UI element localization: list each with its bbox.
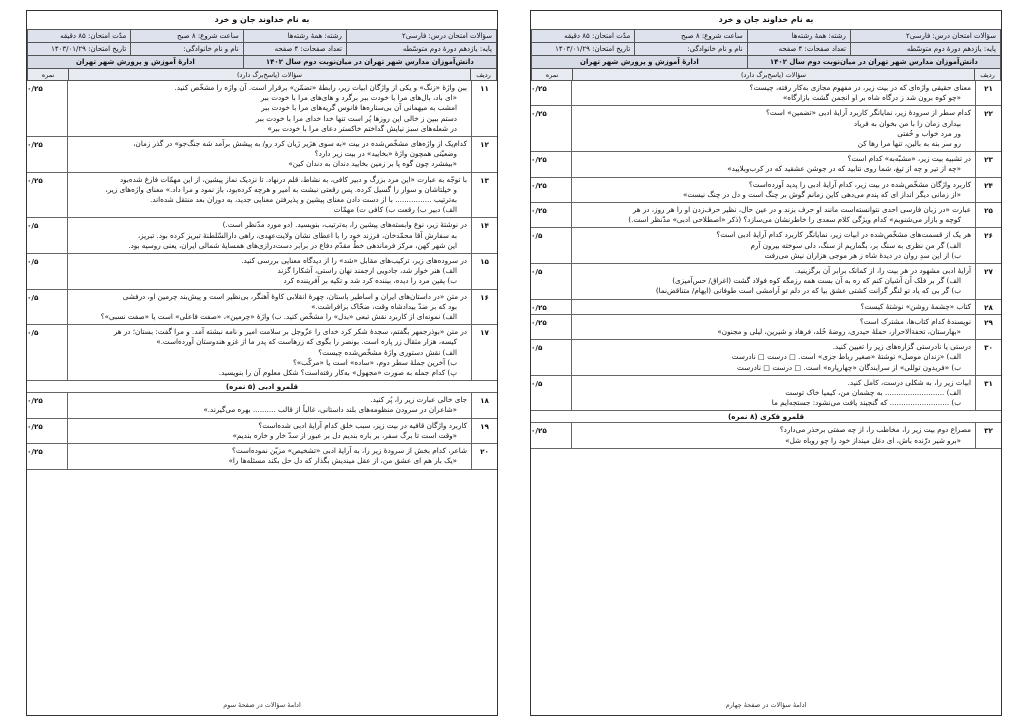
question-score: ۰/۵	[27, 221, 39, 231]
question-number: ۲۳	[975, 152, 1001, 176]
question-number: ۳۱	[975, 376, 1001, 411]
col-questions-label: سؤالات (پاسخ‌برگ دارد)	[572, 69, 974, 80]
question-row	[27, 81, 497, 137]
question-row	[27, 290, 497, 326]
question-line: در نوشتهٔ زیر، نوع وابسته‌های پیشین را، به‌ترتیب، بنویسید. (دو مورد مدّنظر است.)	[222, 220, 467, 230]
page-footer: ادامهٔ سؤالات در صفحهٔ چهارم	[725, 701, 807, 709]
question-number: ۱۴	[471, 218, 497, 253]
col-questions-label: سؤالات (پاسخ‌برگ دارد)	[68, 69, 470, 80]
page-footer: ادامهٔ سؤالات در صفحهٔ سوم	[223, 701, 301, 709]
question-number: ۳۰	[975, 340, 1001, 375]
question-number: ۱۵	[471, 254, 497, 289]
question-number: ۱۱	[471, 81, 497, 136]
question-line: در سروده‌های زیر، ترکیب‌های مقابل «شد» را از دیدگاه معنایی بررسی کنید.	[241, 256, 467, 266]
question-score: ۰/۲۵	[531, 426, 547, 436]
question-line: الف) گر بر فلک آن آشیان کنم که ره به آن بست همه رزمگه کوه فولاد گشت (اغراق/ حس‌آمیزی)	[672, 276, 961, 286]
col-row-label: ردیف	[470, 69, 496, 80]
header-students-line: دانش‌آموزان مدارس شهر تهران در میان‌نوبت دوم سال ۱۴۰۲	[243, 56, 496, 69]
question-row	[531, 106, 1001, 152]
question-row	[531, 315, 1001, 340]
question-text	[67, 254, 471, 289]
header-grade: پایه: یازدهم دورهٔ دوم متوسّطه	[346, 43, 496, 56]
question-line: معنای حقیقی واژه‌ای که در بیت زیر، در مفهوم مجازی به‌کار رفته، چیست؟	[749, 83, 971, 92]
question-line: امشب به میهمانی آن بی‌ستاره‌ها فانوس گریه‌های مرا با خودت ببر	[261, 103, 457, 113]
question-line: در متن «در داستان‌های ایران و اساطیر باستان، چهرهٔ انقلابی کاوهٔ آهنگر، بی‌نظیر است و پیش‌بند چرمین او، درفشی	[122, 291, 467, 301]
question-row	[531, 178, 1001, 203]
header-students-line: دانش‌آموزان مدارس شهر تهران در میان‌نوبت دوم سال ۱۴۰۲	[747, 56, 1000, 69]
question-row	[27, 419, 497, 444]
question-line: در تشبیه بیت زیر، «مشبّه‌به» کدام است؟	[847, 154, 971, 164]
column-header	[27, 69, 497, 81]
question-line: آرایهٔ ادبی مشهود در هر بیت را، از کمانک برابر آن برگزینید.	[794, 266, 971, 276]
question-line: بین واژهٔ «زنگ» و یکی از واژگان ابیات زیر، رابطهٔ «تضمّن» برقرار است. آن واژه را مشخّص کنید.	[174, 83, 467, 92]
header-page-count: تعداد صفحات: ۴ صفحه	[747, 43, 850, 56]
question-row	[531, 81, 1001, 106]
question-line: «وقت است تا برگ سفر، بر باره بندیم دل بر عبور از سدّ خار و خاره بندیم»	[232, 430, 457, 440]
section-title: قلمرو فکری (۸ نمره)	[531, 411, 1001, 423]
question-line: بیداری زمان را با من بخوان به فریاد	[853, 118, 961, 128]
question-line: ب) گر بی که یاد تو لنگر گرانت کشتی عشق بیا که در دلم تو آرامشی است طوفانی (ایهام/ متناقض‌نما)	[655, 286, 961, 296]
question-text	[571, 81, 975, 105]
question-number: ۲۲	[975, 106, 1001, 151]
question-text	[67, 290, 471, 325]
question-score: ۰/۵	[531, 231, 543, 241]
question-score: ۰/۲۵	[531, 155, 547, 165]
question-text	[67, 137, 471, 172]
question-text	[67, 444, 471, 468]
question-number: ۱۹	[471, 419, 497, 443]
section-title: قلمرو ادبی (۵ نمره)	[27, 381, 497, 393]
question-line: «شاعران در سرودن منظومه‌های بلند داستانی، غالباً از قالب .......... بهره می‌گیرند.»	[203, 405, 457, 415]
question-text	[67, 218, 471, 253]
question-score: ۰/۲۵	[27, 421, 43, 431]
question-text	[67, 419, 471, 443]
question-line: «برو شیر درّنده باش، ای دغل مینداز خود را چو روباه شل»	[785, 435, 961, 445]
question-score: ۰/۲۵	[531, 302, 547, 312]
question-line: به‌ترتیب ................ با از دست دادن معنای پیشین و پذیرفتن معنایی جدید، به دوران بعد منتقل شده‌اند.	[150, 195, 457, 205]
question-line: کدام‌یک از واژه‌های مشخّص‌شده در بیت «به سوی هژیر ژیان کرد رو/ به پیشش برآمد شه جنگ‌جو» در گذر زمان،	[133, 139, 467, 149]
question-number: ۲۱	[975, 81, 1001, 105]
question-line: وضعیّتی همچون واژهٔ «بخایید» در بیت زیر دارد؟	[314, 149, 457, 159]
question-score: ۰/۵	[531, 343, 543, 353]
question-line: بود که بر ضدّ بیدادشاه وقت، ضحّاک برافراشت.»	[311, 301, 457, 311]
question-row	[531, 300, 1001, 315]
question-number: ۱۷	[471, 325, 497, 380]
question-score: ۰/۵	[531, 267, 543, 277]
header-field: رشته: همهٔ رشته‌ها	[747, 30, 850, 43]
question-number: ۳۲	[975, 423, 1001, 447]
question-score: ۰/۲۵	[531, 109, 547, 119]
question-row	[531, 152, 1001, 177]
question-text	[67, 325, 471, 380]
question-line: کتاب «چشمهٔ روشن» نوشتهٔ کیست؟	[860, 301, 971, 311]
question-line: رو سر بنه به بالین، تنها مرا رها کن	[857, 139, 961, 149]
question-text	[571, 300, 975, 314]
question-text	[67, 173, 471, 218]
question-row	[27, 325, 497, 381]
question-score: ۰/۲۵	[531, 206, 547, 216]
question-line: کوچه و بازار می‌شنویم» کدام ویژگی کلام سعدی را خاطرنشان می‌سازد؟ (ذکر «اصطلاحی ادبی» مدّنظر است.)	[628, 215, 961, 225]
question-line: این شهر کهن، مرکز فرماندهی خطّ مقدّم دفاع در برابر دست‌درازی‌های همسایهٔ شمالی ایران، یعنی روسیه بود.	[128, 240, 457, 250]
question-number: ۱۸	[471, 393, 497, 417]
question-line: درستی یا نادرستی گزاره‌های زیر را تعیین کنید.	[832, 342, 971, 352]
question-number: ۲۷	[975, 264, 1001, 299]
question-row	[531, 376, 1001, 412]
question-score: ۰/۲۵	[531, 317, 547, 327]
question-line: «بیفشرد چون گوه پا بر زمین بخایید دندان به دندان کین»	[288, 159, 457, 169]
question-line: الف) گر من نظری به سنگ بر، بگماریم از سنگ، دلی سوخته بیرون آرم	[750, 240, 961, 250]
question-score: ۰/۲۵	[531, 84, 547, 93]
question-text	[571, 178, 975, 202]
question-line: کدام سطر از سرودهٔ زیر، نمایانگر کاربرد آرایهٔ ادبی «تضمین» است؟	[766, 108, 971, 118]
question-number: ۱۳	[471, 173, 497, 218]
question-line: الف) هنر خوار شد، جادویی ارجمند نهان راستی، آشکارا گزند	[277, 266, 457, 276]
question-text	[571, 106, 975, 151]
question-row	[27, 444, 497, 469]
question-line: کیسه، هزار مثقال زر پاره است. بونصر را بگوی که زرهاست که پدر ما از غزو هندوستان آورده‌است.»	[156, 337, 457, 347]
question-number: ۱۶	[471, 290, 497, 325]
question-line: الف) نقش دستوری واژهٔ مشخّص‌شده چیست؟	[318, 347, 457, 357]
header-start-time: ساعت شروع: ۸ صبح	[635, 30, 748, 43]
header-course: سؤالات امتحان درس: فارسی۲	[346, 30, 496, 43]
question-row	[27, 173, 497, 219]
question-text	[571, 152, 975, 176]
question-text	[571, 315, 975, 339]
question-text	[571, 376, 975, 411]
header-office: ادارهٔ آموزش و پرورش شهر تهران	[28, 56, 244, 69]
question-text	[571, 228, 975, 263]
question-row	[27, 137, 497, 173]
header-page-count: تعداد صفحات: ۴ صفحه	[243, 43, 346, 56]
header-course: سؤالات امتحان درس: فارسی۲	[850, 30, 1000, 43]
question-line: ور مرد خواب و خُفتی	[897, 128, 961, 138]
header-duration: مدّت امتحان: ۸۵ دقیقه	[532, 30, 635, 43]
question-line: «یک بار هم ای عشق من، از عقل میندیش بگذار که دل حل بکند مسئله‌ها را»	[228, 456, 457, 466]
question-line: ب) آخرین جملهٔ سطر دوم، «ساده» است یا «مرکّب»؟	[292, 357, 457, 367]
question-number: ۲۰	[471, 444, 497, 468]
page-heading: به نام خداوند جان و خرد	[214, 15, 310, 24]
question-text	[571, 264, 975, 299]
question-row	[531, 423, 1001, 448]
question-line: دستم ببین ز خالی این روزها پُر است تنها خدا خدای مرا با خودت ببر	[255, 113, 457, 123]
question-number: ۲۸	[975, 300, 1001, 314]
question-line: الف) دبیر ب) رقعت ب) کافی ت) مهمّات	[333, 205, 457, 215]
col-score-label: نمره	[545, 71, 559, 79]
question-line: «بهارستان، تحفة‌الاحرار، حملهٔ حیدری، روضهٔ خُلد، فرهاد و شیرین، لیلی و مجنون»	[717, 327, 961, 337]
question-line: عبارت «در زبان فارسی احدی نتوانسته‌است مانند او حرف بزند و در عین حال، نظیر حرف‌زدن او را هر روز، در هر	[632, 205, 971, 215]
header-start-time: ساعت شروع: ۸ صبح	[131, 30, 244, 43]
question-line: ب) «فریدون توللی» از سرایندگان «چهارپاره» است. □ درست □ نادرست	[737, 362, 961, 372]
exam-header	[531, 29, 1001, 69]
question-line: «ای باد، بال‌های مرا با خودت ببر برگرد و های‌های مرا با خودت ببر	[260, 93, 457, 103]
question-line: نویسندهٔ کدام کتاب‌ها، مشترک است؟	[859, 316, 971, 326]
question-line: الف) «زندان موصل» نوشتهٔ «صغیر رباط جزی» است. □ درست □ نادرست	[731, 352, 961, 362]
question-score: ۰/۲۵	[27, 396, 43, 406]
col-score-label: نمره	[41, 71, 55, 79]
question-line: و خیلتاشان و سوار را گسیل کرده. پس رقعتی نبشت به امیر و هرچه کرده‌بود، باز نمود و مرا داد.» معنای واژه‌های زیر،	[105, 184, 457, 194]
question-row	[531, 264, 1001, 300]
question-line: پ) کدام جمله به صورت «مجهول» به‌کار رفته‌است؟ شکل معلوم آن را بنویسید.	[218, 368, 457, 378]
question-line: مصراع دوم بیت زیر را، مخاطب را، از چه صفتی برحذر می‌دارد؟	[779, 425, 971, 435]
question-line: ب) .......................... که گنجیند یافت می‌نشود: جستجه‌ایم ما	[771, 398, 961, 408]
header-student-name: نام و نام خانوادگی:	[131, 43, 244, 56]
question-line: کاربرد واژگان قافیه در بیت زیر، سبب خلق کدام آرایهٔ ادبی شده‌است؟	[258, 420, 467, 430]
question-row	[531, 340, 1001, 376]
question-text	[571, 340, 975, 375]
header-exam-date: تاریخ امتحان: ۱۴۰۳/۰۱/۲۹	[28, 43, 131, 56]
page-heading: به نام خداوند جان و خرد	[718, 15, 814, 24]
header-grade: پایه: یازدهم دورهٔ دوم متوسّطه	[850, 43, 1000, 56]
question-line: ب) یقین مرد را دیده، بیننده کرد شد و تکیه بر آفریننده کرد	[283, 276, 457, 286]
question-score: ۰/۵	[531, 378, 543, 388]
question-text	[571, 423, 975, 447]
question-line: «از زمانی دیگر انداز ای که پندم می‌دهی کاین زمانم گوش بر چنگ است و دل در چنگ نیست»	[683, 189, 961, 199]
question-line: در شعله‌های سبز نیایش گداختم خاکستر دعای مرا با خودت ببر»	[267, 123, 457, 133]
question-number: ۲۹	[975, 315, 1001, 339]
header-office: ادارهٔ آموزش و پرورش شهر تهران	[532, 56, 748, 69]
column-header	[531, 69, 1001, 81]
question-number: ۲۴	[975, 178, 1001, 202]
header-exam-date: تاریخ امتحان: ۱۴۰۳/۰۱/۲۹	[532, 43, 635, 56]
question-score: ۰/۲۵	[27, 175, 43, 185]
header-student-name: نام و نام خانوادگی:	[635, 43, 748, 56]
question-text	[571, 203, 975, 227]
question-score: ۰/۲۵	[27, 140, 43, 150]
question-line: هر یک از قسمت‌های مشخّص‌شده در ابیات زیر، نمایانگر کاربرد کدام آرایهٔ ادبی است؟	[716, 230, 971, 240]
question-line: الف) نمونه‌ای از کاربرد نقش تبعی «بدل» را مشخّص کنید. ب) واژهٔ «چرمین»، «صفت فاعلی» است یا «صفت نسبی»؟	[100, 312, 457, 322]
exam-header	[27, 29, 497, 69]
question-number: ۲۵	[975, 203, 1001, 227]
question-score: ۰/۵	[27, 292, 39, 302]
question-line: «چه از تیر و چه از تیغ، شما روی نتابید که در جوشن عشقید که در کرب‌وبلایید»	[727, 164, 961, 174]
exam-page-2	[26, 10, 498, 716]
question-score: ۰/۲۵	[27, 447, 43, 457]
question-row	[27, 393, 497, 418]
header-field: رشته: همهٔ رشته‌ها	[243, 30, 346, 43]
question-score: ۰/۵	[27, 328, 39, 338]
question-line: «چو کوه برون شد ز درگاه شاه بر او انجمن گشت بازارگاه»	[782, 93, 961, 103]
header-duration: مدّت امتحان: ۸۵ دقیقه	[28, 30, 131, 43]
question-line: در متن «بوذرجمهر بگفتم، سجدهٔ شکر کرد خدای را عزّوجل بر سلامت امیر و نامه نبشته آمد. و مرا گفت: بستان؛ در هر	[113, 327, 467, 337]
question-row	[27, 254, 497, 290]
question-line: ب) از این سدِ روان در دیدهٔ شاه ز هر موجی هزاران نیش می‌رفت	[764, 250, 961, 260]
question-line: به سفارش آقا محمّدخان، فرزند خود را با اعطای نشان ولایت‌عهدی، راهی دارالسّلطنهٔ تبریز کرده بود. تبریز،	[137, 230, 457, 240]
question-score: ۰/۵	[27, 257, 39, 267]
question-line: ابیات زیر را، به شکلی درست، کامل کنید.	[847, 377, 971, 387]
question-text	[67, 393, 471, 417]
question-line: با توجّه به عبارت «این مرد بزرگ و دبیر کافی، به نشاط، قلم درنهاد. تا نزدیک نماز پیشین، از این مهمّات فارغ شده‌بود	[119, 174, 467, 184]
question-row	[27, 218, 497, 254]
question-line: شاعر، کدام بخش از سرودهٔ زیر را، به آرایهٔ ادبی «تشخیص» مزیّن نموده‌است؟	[232, 446, 467, 456]
question-line: جای خالی عبارت زیر را، پُر کنید.	[370, 395, 467, 405]
question-number: ۲۶	[975, 228, 1001, 263]
question-row	[531, 228, 1001, 264]
question-line: الف) .......................... به چشمان من، کیمیا خاک توست	[785, 388, 961, 398]
question-text	[67, 81, 471, 136]
question-score: ۰/۲۵	[531, 180, 547, 190]
question-line: کاربرد واژگان مشخّص‌شده در بیت زیر، کدام آرایهٔ ادبی را پدید آورده‌است؟	[748, 179, 971, 189]
exam-page-1	[530, 10, 1002, 716]
question-number: ۱۲	[471, 137, 497, 172]
question-row	[531, 203, 1001, 228]
col-row-label: ردیف	[974, 69, 1000, 80]
question-score: ۰/۲۵	[27, 84, 43, 93]
